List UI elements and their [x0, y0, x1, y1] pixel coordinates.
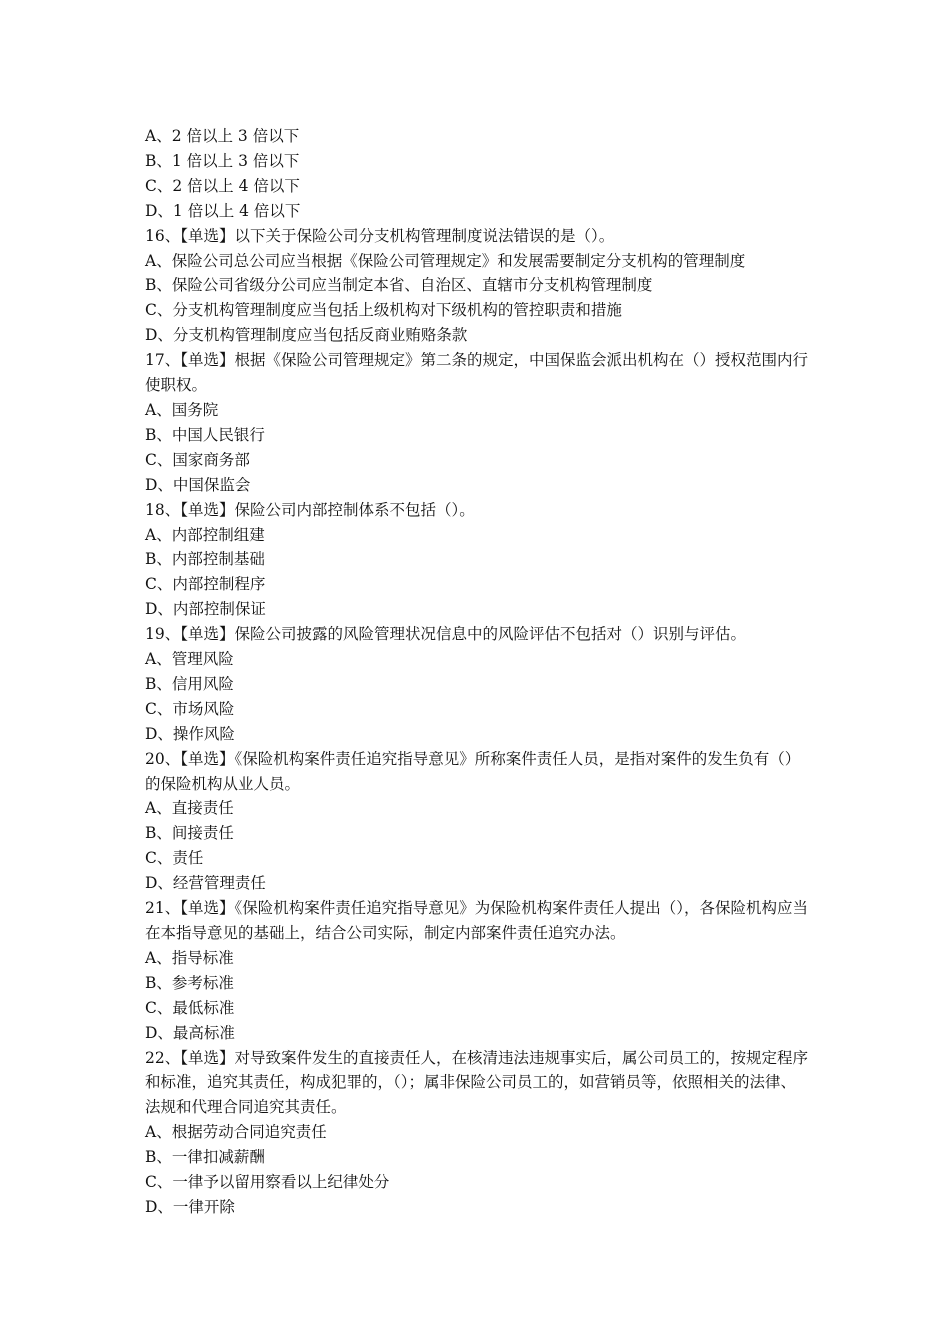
question-list [145, 124, 810, 1220]
option-item: C、责任 [145, 849, 204, 868]
option-item: A、指导标准 [145, 948, 234, 967]
option-item: D、一律开除 [145, 1197, 235, 1216]
question-stem: 18、【单选】保险公司内部控制体系不包括（）。 [145, 500, 475, 519]
option-item: D、1 倍以上 4 倍以下 [145, 201, 301, 220]
option-item: D、中国保监会 [145, 475, 251, 494]
option-item: B、参考标准 [145, 973, 234, 992]
option-item: C、一律予以留用察看以上纪律处分 [145, 1173, 390, 1192]
option-item: D、操作风险 [145, 724, 235, 743]
option-item: B、1 倍以上 3 倍以下 [145, 151, 300, 170]
option-item: B、保险公司省级分公司应当制定本省、自治区、直辖市分支机构管理制度 [145, 276, 653, 295]
option-item: B、一律扣减薪酬 [145, 1148, 265, 1167]
question-stem: 19、【单选】保险公司披露的风险管理状况信息中的风险评估不包括对（）识别与评估。 [145, 625, 746, 644]
option-item: B、间接责任 [145, 824, 234, 843]
option-item: D、经营管理责任 [145, 874, 266, 893]
option-item: C、最低标准 [145, 998, 235, 1017]
question-stem: 20、【单选】《保险机构案件责任追究指导意见》所称案件责任人员，是指对案件的发生负有（）的保险机构从业人员。 [145, 749, 801, 793]
option-item: A、直接责任 [145, 799, 234, 818]
option-item: A、内部控制组建 [145, 525, 265, 544]
option-item: B、中国人民银行 [145, 425, 265, 444]
option-item: D、分支机构管理制度应当包括反商业贿赂条款 [145, 326, 468, 345]
question-stem: 16、【单选】以下关于保险公司分支机构管理制度说法错误的是（）。 [145, 226, 615, 245]
option-item: D、内部控制保证 [145, 600, 266, 619]
option-item: A、管理风险 [145, 650, 234, 669]
option-item: A、2 倍以上 3 倍以下 [145, 127, 300, 145]
option-item: B、信用风险 [145, 674, 234, 693]
option-item: C、2 倍以上 4 倍以下 [145, 176, 300, 195]
option-item: B、内部控制基础 [145, 550, 265, 569]
option-item: C、市场风险 [145, 699, 235, 718]
option-item: A、国务院 [145, 400, 219, 419]
question-stem: 22、【单选】对导致案件发生的直接责任人，在核清违法违规事实后，属公司员工的，按规定程序和标准，追究其责任，构成犯罪的，（）；属非保险公司员工的，如营销员等，依照相关的法律、法规和代理合同追究其责任。 [145, 1048, 808, 1117]
option-item: C、国家商务部 [145, 450, 250, 469]
option-item: A、根据劳动合同追究责任 [145, 1123, 327, 1142]
option-item: C、分支机构管理制度应当包括上级机构对下级机构的管控职责和措施 [145, 301, 622, 320]
option-item: D、最高标准 [145, 1023, 235, 1042]
question-stem: 17、【单选】根据《保险公司管理规定》第二条的规定，中国保监会派出机构在（）授权范围内行使职权。 [145, 351, 808, 395]
option-item: A、保险公司总公司应当根据《保险公司管理规定》和发展需要制定分支机构的管理制度 [145, 251, 746, 270]
question-stem: 21、【单选】《保险机构案件责任追究指导意见》为保险机构案件责任人提出（），各保险机构应当在本指导意见的基础上，结合公司实际，制定内部案件责任追究办法。 [145, 899, 808, 942]
option-item: C、内部控制程序 [145, 575, 266, 594]
